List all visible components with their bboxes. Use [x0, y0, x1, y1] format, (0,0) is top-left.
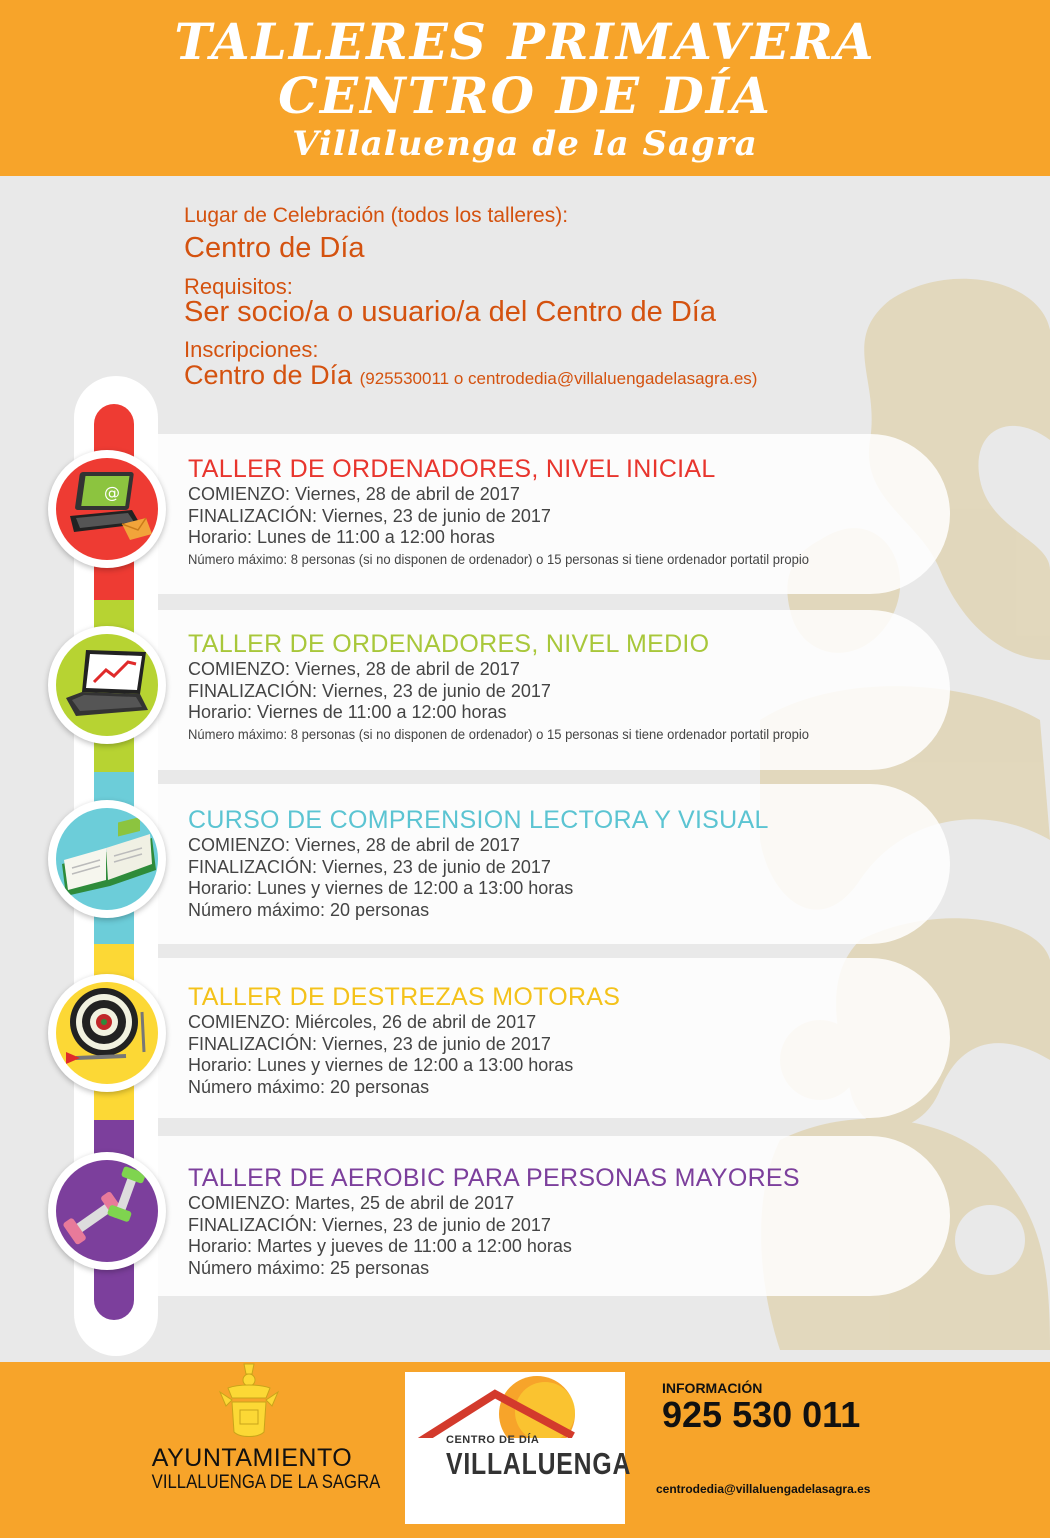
- workshop-schedule: Horario: Lunes y viernes de 12:00 a 13:00 horas: [188, 878, 574, 899]
- open-book-icon: [56, 808, 158, 910]
- workshop-title: TALLER DE DESTREZAS MOTORAS: [188, 983, 621, 1011]
- laptop-chart-icon: [56, 634, 158, 736]
- workshop-capacity: Número máximo: 20 personas: [188, 899, 430, 920]
- workshop-schedule: Horario: Lunes de 11:00 a 12:00 horas: [188, 527, 495, 548]
- ayuntamiento-name: AYUNTAMIENTO: [151, 1444, 353, 1472]
- workshop-end: FINALIZACIÓN: Viernes, 23 de junio de 2017: [188, 680, 551, 701]
- workshop-title: CURSO DE COMPRENSION LECTORA Y VISUAL: [188, 806, 769, 834]
- workshop-title: TALLER DE AEROBIC PARA PERSONAS MAYORES: [188, 1164, 800, 1192]
- workshop-schedule: Horario: Martes y jueves de 11:00 a 12:00 horas: [188, 1236, 572, 1257]
- workshop-icon-circle: [48, 800, 166, 918]
- requisitos-value: Ser socio/a o usuario/a del Centro de Día: [184, 296, 716, 328]
- svg-text:@: @: [104, 483, 120, 502]
- workshop-start: COMIENZO: Miércoles, 26 de abril de 2017: [188, 1012, 537, 1032]
- info-label: INFORMACIÓN: [662, 1380, 763, 1396]
- workshop-5: [188, 1163, 800, 1279]
- workshop-capacity: Número máximo: 8 personas (si no disponen de ordenador) o 15 personas si tiene ordenador portatil propio: [188, 550, 809, 567]
- info-phone: 925 530 011: [662, 1394, 861, 1435]
- inscripciones-label: Inscripciones:: [184, 337, 319, 362]
- centro-de-dia-logo-big: VILLALUENGA: [446, 1446, 632, 1481]
- workshop-capacity: Número máximo: 25 personas: [188, 1257, 430, 1278]
- workshop-end: FINALIZACIÓN: Viernes, 23 de junio de 2017: [188, 1214, 551, 1235]
- workshop-title: TALLER DE ORDENADORES, NIVEL MEDIO: [188, 630, 710, 658]
- inscripciones-value: Centro de Día: [184, 360, 353, 390]
- workshop-4: [188, 982, 620, 1098]
- ayuntamiento-town: VILLALUENGA DE LA SAGRA: [151, 1472, 381, 1493]
- workshop-capacity: Número máximo: 20 personas: [188, 1076, 430, 1097]
- header-subtitle: Villaluenga de la Sagra: [292, 124, 758, 164]
- workshop-icon-circle: [48, 1152, 166, 1270]
- workshop-1: [188, 454, 856, 569]
- workshop-icon-circle: [48, 974, 166, 1092]
- centro-de-dia-logo-small: CENTRO DE DÍA: [446, 1434, 540, 1446]
- workshop-start: COMIENZO: Viernes, 28 de abril de 2017: [188, 484, 520, 504]
- workshop-end: FINALIZACIÓN: Viernes, 23 de junio de 2017: [188, 505, 551, 526]
- workshop-3: [188, 805, 769, 921]
- workshop-icon-circle: [48, 626, 166, 744]
- workshop-end: FINALIZACIÓN: Viernes, 23 de junio de 2017: [188, 856, 551, 877]
- workshop-start: COMIENZO: Martes, 25 de abril de 2017: [188, 1193, 515, 1213]
- workshop-start: COMIENZO: Viernes, 28 de abril de 2017: [188, 835, 520, 855]
- header-title-line2: CENTRO DE DÍA: [278, 66, 772, 125]
- inscripciones-contact: (925530011 o centrodedia@villaluengadelasagra.es): [359, 369, 758, 388]
- header-title-line1: TALLERES PRIMAVERA: [174, 12, 876, 71]
- workshop-2: [188, 629, 856, 744]
- workshop-end: FINALIZACIÓN: Viernes, 23 de junio de 2017: [188, 1033, 551, 1054]
- workshop-schedule: Horario: Viernes de 11:00 a 12:00 horas: [188, 702, 507, 723]
- workshop-schedule: Horario: Lunes y viernes de 12:00 a 13:00 horas: [188, 1055, 574, 1076]
- lugar-label: Lugar de Celebración (todos los talleres):: [184, 204, 569, 227]
- requisitos-label: Requisitos:: [184, 274, 293, 299]
- workshop-start: COMIENZO: Viernes, 28 de abril de 2017: [188, 659, 520, 679]
- lugar-value: Centro de Día: [184, 232, 365, 264]
- inscripciones-row: [184, 360, 757, 391]
- laptop-email-icon: [56, 458, 158, 560]
- header-banner: [0, 0, 1050, 176]
- dartboard-icon: [56, 982, 158, 1084]
- ayuntamiento-crest-icon: [214, 1362, 284, 1440]
- workshop-title: TALLER DE ORDENADORES, NIVEL INICIAL: [188, 455, 716, 483]
- dumbbell-icon: [56, 1160, 158, 1262]
- workshop-capacity: Número máximo: 8 personas (si no disponen de ordenador) o 15 personas si tiene ordenador portatil propio: [188, 725, 809, 742]
- workshop-icon-circle: [48, 450, 166, 568]
- info-email: centrodedia@villaluengadelasagra.es: [656, 1482, 871, 1496]
